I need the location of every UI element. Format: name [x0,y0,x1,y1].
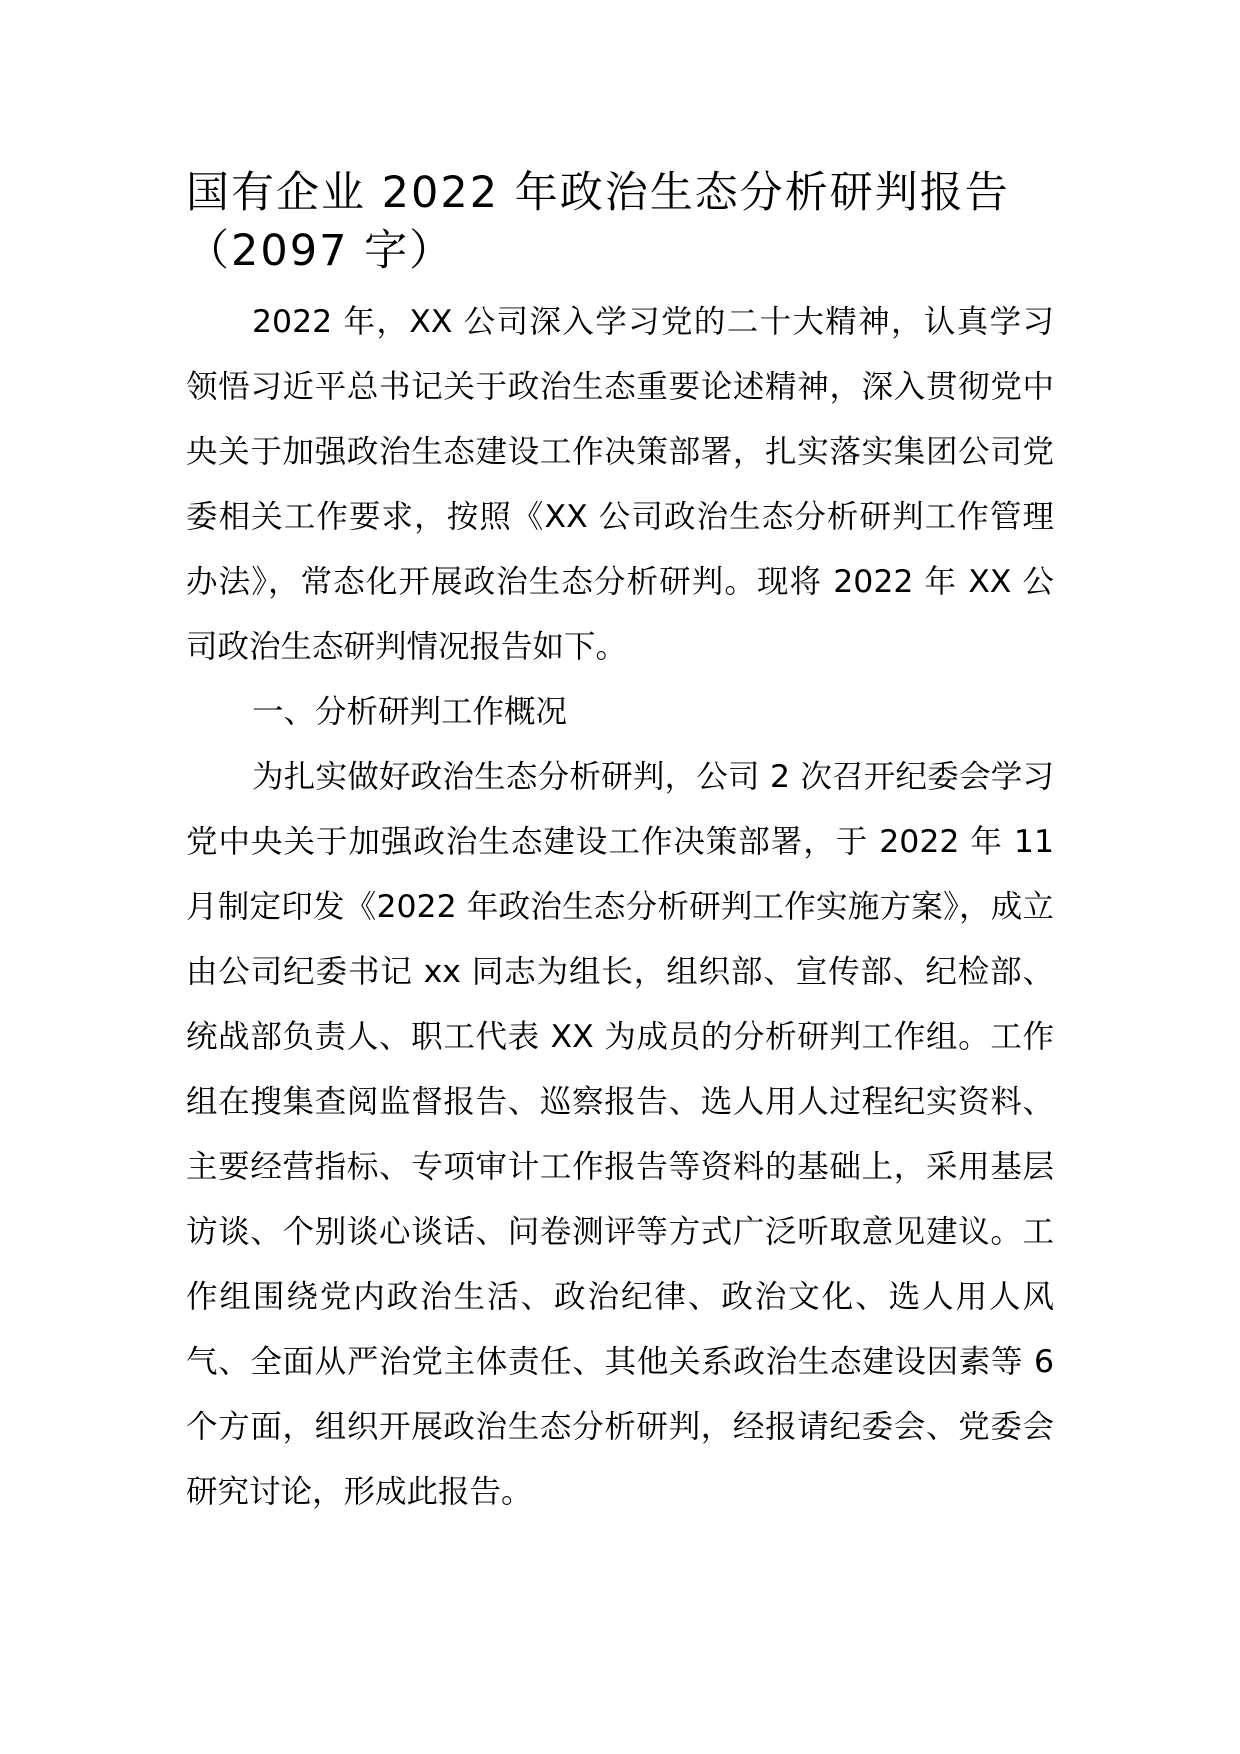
title-line-1: 国有企业 2022 年政治生态分析研判报告 [186,168,1010,218]
section-heading: 一、分析研判工作概况 [252,694,568,730]
section-paragraph: 为扎实做好政治生态分析研判，公司 2 次召开纪委会学习党中央关于加强政治生态建设工作决策部署，于 2022 年 11 月制定印发《2022 年政治生态分析研判工作实施方案》，成立由公司纪委书记 xx 同志为组长，组织部、宣传部、纪检部、统战部负责人、职工代表 XX 为成员的分析研判工作组。工作组在搜集查阅监督报告、巡察报告、选人用人过程纪实资料、主要经营指标、专项审计工作报告等资料的基础上，采用基层访谈、个别谈心谈话、问卷测评等方式广泛听取意见建议。工作组围绕党内政治生活、政治纪律、政治文化、选人用人风气、全面从严治党主体责任、其他关系政治生态建设因素等 6 个方面，组织开展政治生态分析研判，经报请纪委会、党委会研究讨论，形成此报告。 [186,759,1054,1510]
document-title [186,164,1054,280]
title-line-2: （2097 字） [186,226,455,276]
document-body [186,164,1054,1525]
intro-paragraph: 2022 年，XX 公司深入学习党的二十大精神，认真学习领悟习近平总书记关于政治生态重要论述精神，深入贯彻党中央关于加强政治生态建设工作决策部署，扎实落实集团公司党委相关工作要求，按照《XX 公司政治生态分析研判工作管理办法》，常态化开展政治生态分析研判。现将 2022 年 XX 公司政治生态研判情况报告如下。 [186,304,1054,665]
